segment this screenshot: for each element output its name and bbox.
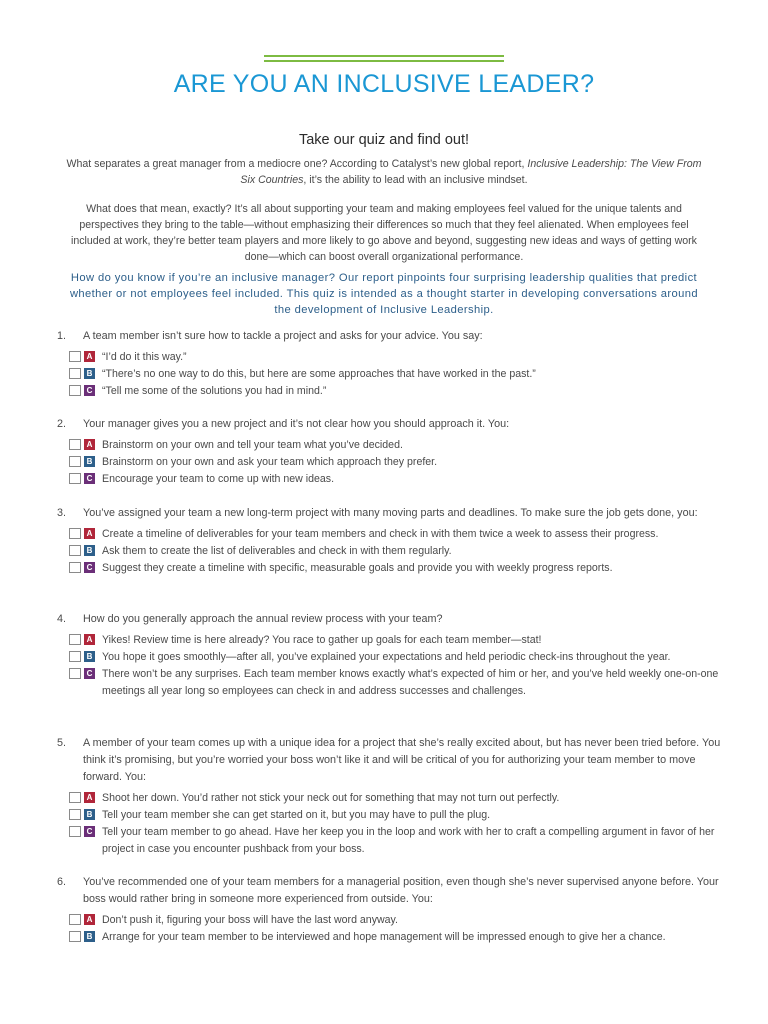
question-number: 3. (57, 507, 67, 519)
answer-option-c[interactable] (69, 383, 725, 400)
option-letter-badge: C (84, 826, 95, 837)
answer-text: Create a timeline of deliverables for your team members and check in with them twice a week to assess their progress. (102, 528, 659, 540)
option-letter-badge: B (84, 456, 95, 467)
option-letter-badge: A (84, 439, 95, 450)
question-number: 4. (57, 613, 67, 625)
answer-option-b[interactable] (69, 366, 725, 383)
question-number: 1. (57, 330, 67, 342)
answer-text: “There’s no one way to do this, but here are some approaches that have worked in the past.” (102, 368, 536, 380)
option-letter-badge: B (84, 931, 95, 942)
page-title: ARE YOU AN INCLUSIVE LEADER? (173, 70, 595, 98)
answer-option-b[interactable] (69, 807, 725, 824)
answer-text: Shoot her down. You’d rather not stick your neck out for something that may not turn out perfectly. (102, 792, 560, 804)
option-letter-badge: C (84, 668, 95, 679)
answer-checkbox[interactable] (69, 792, 81, 803)
option-letter-badge: B (84, 368, 95, 379)
answer-text: There won’t be any surprises. Each team member knows exactly what’s expected of him or her, and you’ve held weekly one-on-one meetings all year long so employees can check in and address successes and challenges. (102, 668, 719, 697)
answer-option-a[interactable] (69, 632, 725, 649)
answer-text: “I’d do it this way.” (102, 351, 187, 363)
title-rule-bottom (264, 60, 504, 62)
answer-checkbox[interactable] (69, 562, 81, 573)
option-letter-badge: C (84, 385, 95, 396)
answer-option-b[interactable] (69, 649, 725, 666)
answer-option-c[interactable] (69, 666, 725, 700)
answer-text: Brainstorm on your own and ask your team which approach they prefer. (102, 456, 438, 468)
question-number: 2. (57, 418, 67, 430)
answer-text: Tell your team member she can get started on it, but you may have to pull the plug. (102, 809, 491, 821)
answer-checkbox[interactable] (69, 473, 81, 484)
intro-paragraph-2: What does that mean, exactly? It’s all about supporting your team and making employees feel valued for the unique talents and perspectives they bring to the table—without emphasizing their differences so much that they feel alienated. When employees feel included at work, they’re better team players and more likely to go above and beyond, suggesting new ideas and ways of getting work done—which can boost overall organizational performance. (71, 203, 697, 263)
intro-p1-before: What separates a great manager from a mediocre one? According to Catalyst’s new global report, (66, 158, 528, 170)
answer-checkbox[interactable] (69, 456, 81, 467)
answer-checkbox[interactable] (69, 809, 81, 820)
answer-text: Encourage your team to come up with new ideas. (102, 473, 335, 485)
question-1 (57, 328, 725, 400)
option-letter-badge: A (84, 634, 95, 645)
answer-option-a[interactable] (69, 437, 725, 454)
option-letter-badge: B (84, 809, 95, 820)
option-letter-badge: A (84, 792, 95, 803)
question-text: A team member isn’t sure how to tackle a project and asks for your advice. You say: (83, 330, 483, 342)
answer-option-c[interactable] (69, 824, 725, 858)
option-letter-badge: A (84, 914, 95, 925)
question-5 (57, 735, 725, 858)
answer-text: Brainstorm on your own and tell your team what you’ve decided. (102, 439, 403, 451)
answer-text: Suggest they create a timeline with specific, measurable goals and provide you with weekly progress reports. (102, 562, 613, 574)
answer-checkbox[interactable] (69, 914, 81, 925)
answer-checkbox[interactable] (69, 651, 81, 662)
answer-option-a[interactable] (69, 349, 725, 366)
question-2 (57, 416, 725, 488)
title-rule-top (264, 55, 504, 57)
answer-checkbox[interactable] (69, 385, 81, 396)
answer-option-c[interactable] (69, 560, 725, 577)
answer-checkbox[interactable] (69, 668, 81, 679)
answer-text: Arrange for your team member to be interviewed and hope management will be impressed enough to give her a chance. (102, 931, 666, 943)
answer-checkbox[interactable] (69, 439, 81, 450)
question-text: Your manager gives you a new project and it’s not clear how you should approach it. You: (83, 418, 510, 430)
answer-option-c[interactable] (69, 471, 725, 488)
intro-paragraph-3: How do you know if you’re an inclusive manager? Our report pinpoints four surprising leadership qualities that predict whether or not employees feel included. This quiz is intended as a thought starter in developing conversations around the development of Inclusive Leadership. (69, 272, 699, 316)
answer-checkbox[interactable] (69, 931, 81, 942)
question-6 (57, 874, 725, 946)
answer-checkbox[interactable] (69, 826, 81, 837)
answer-option-a[interactable] (69, 912, 725, 929)
answer-checkbox[interactable] (69, 528, 81, 539)
page-subtitle: Take our quiz and find out! (298, 132, 470, 148)
option-letter-badge: C (84, 473, 95, 484)
answer-text: You hope it goes smoothly—after all, you’ve explained your expectations and held periodic check-ins throughout the year. (102, 651, 671, 663)
intro-paragraph-1 (60, 156, 708, 188)
option-letter-badge: A (84, 351, 95, 362)
question-4 (57, 611, 725, 700)
answer-checkbox[interactable] (69, 368, 81, 379)
question-number: 5. (57, 737, 67, 749)
option-letter-badge: B (84, 545, 95, 556)
question-text: A member of your team comes up with a unique idea for a project that she’s really excited about, but has never been tried before. You think it’s promising, but you’re worried your boss won’t like it and will be critical of you for authorizing your team member to move forward. You: (83, 737, 721, 783)
answer-checkbox[interactable] (69, 545, 81, 556)
answer-text: Don’t push it, figuring your boss will have the last word anyway. (102, 914, 398, 926)
question-number: 6. (57, 876, 67, 888)
answer-checkbox[interactable] (69, 634, 81, 645)
intro-p1-after: , it’s the ability to lead with an inclusive mindset. (303, 174, 528, 186)
option-letter-badge: C (84, 562, 95, 573)
answer-text: “Tell me some of the solutions you had in mind.” (102, 385, 327, 397)
answer-text: Yikes! Review time is here already? You race to gather up goals for each team member—stat! (102, 634, 542, 646)
question-3 (57, 505, 725, 577)
answer-option-b[interactable] (69, 454, 725, 471)
answer-option-a[interactable] (69, 526, 725, 543)
answer-option-b[interactable] (69, 929, 725, 946)
question-text: How do you generally approach the annual review process with your team? (83, 613, 443, 625)
answer-option-b[interactable] (69, 543, 725, 560)
answer-checkbox[interactable] (69, 351, 81, 362)
answer-text: Tell your team member to go ahead. Have her keep you in the loop and work with her to craft a compelling argument in favor of her project in case you encounter pushback from your boss. (102, 826, 715, 855)
report-title: Inclusive Leadership: The View From Six Countries (240, 158, 702, 186)
option-letter-badge: A (84, 528, 95, 539)
option-letter-badge: B (84, 651, 95, 662)
question-text: You’ve assigned your team a new long-term project with many moving parts and deadlines. To make sure the job gets done, you: (83, 507, 698, 519)
answer-option-a[interactable] (69, 790, 725, 807)
answer-text: Ask them to create the list of deliverables and check in with them regularly. (102, 545, 452, 557)
question-text: You’ve recommended one of your team members for a managerial position, even though she’s never supervised anyone before. Your boss would rather bring in someone more experienced from outside. You: (83, 876, 719, 905)
